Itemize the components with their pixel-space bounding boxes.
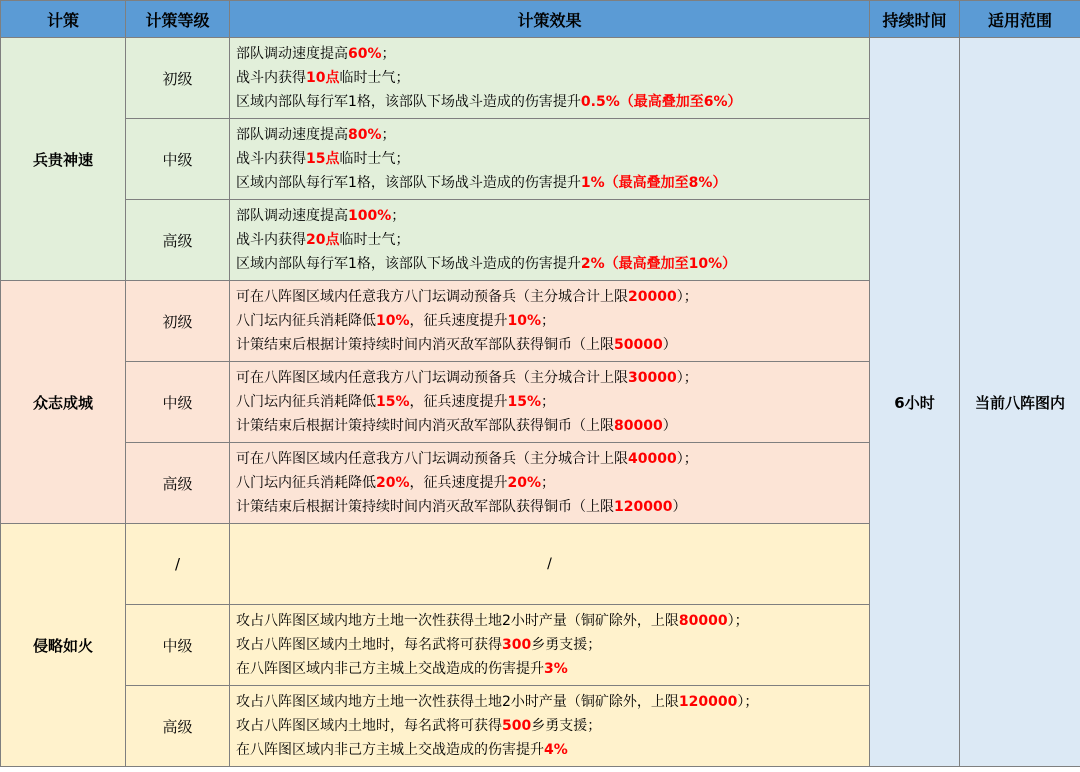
effect-text: / [547,556,552,572]
highlight-value: 500 [502,718,532,734]
effect-text: 临时士气； [339,151,410,167]
effect-text: 可在八阵图区域内任意我方八门坛调动预备兵（主分城合计上限 [236,289,628,305]
effect-text: ）； [676,451,698,467]
effect-text: 八门坛内征兵消耗降低 [236,394,376,410]
highlight-value: 80000 [678,613,728,629]
highlight-value: 1%（最高叠加至8%） [580,175,727,191]
effect-text: ）； [727,613,749,629]
effect-text: 可在八阵图区域内任意我方八门坛调动预备兵（主分城合计上限 [236,370,628,386]
effect-line [236,171,869,195]
effect-line [236,657,869,681]
effect-text: ； [541,475,556,491]
effect-text: ） [662,337,677,353]
effect-line [236,252,869,276]
effect-line [236,390,869,414]
effect-text: ； [381,127,396,143]
strategy-name: 兵贵神速 [1,38,126,281]
effect-line [236,414,869,438]
header-strategy: 计策 [1,1,126,38]
strategy-level: 中级 [126,119,230,200]
effect-text: ； [381,46,396,62]
header-duration: 持续时间 [870,1,960,38]
strategy-level: 高级 [126,686,230,767]
effect-text: ） [662,418,677,434]
effect-line [236,147,869,171]
effect-text: 攻占八阵图区域内土地时，每名武将可获得 [236,718,502,734]
effect-text: 部队调动速度提高 [236,46,348,62]
effect-line [236,123,869,147]
table-body [1,38,1080,767]
strategy-effect [230,686,870,767]
strategy-level: 中级 [126,605,230,686]
highlight-value: 300 [502,637,532,653]
strategy-level: / [126,524,230,605]
header-level: 计策等级 [126,1,230,38]
effect-text: 攻占八阵图区域内地方土地一次性获得土地2小时产量（铜矿除外，上限 [236,613,679,629]
highlight-value: 10% [507,313,542,329]
highlight-value: 10% [376,313,410,329]
effect-line [236,738,869,762]
effect-text: 可在八阵图区域内任意我方八门坛调动预备兵（主分城合计上限 [236,451,628,467]
effect-text: 区域内部队每行军1格，该部队下场战斗造成的伤害提升 [236,94,581,110]
highlight-value: 0.5%（最高叠加至6%） [580,94,742,110]
effect-line [236,333,869,357]
effect-text: ； [541,313,556,329]
highlight-value: 60% [348,46,382,62]
strategy-effect [230,200,870,281]
highlight-value: 10点 [306,70,340,86]
effect-text: ，征兵速度提升 [409,394,508,410]
effect-text: 战斗内获得 [236,70,306,86]
effect-text: ）； [676,289,698,305]
effect-text: 攻占八阵图区域内土地时，每名武将可获得 [236,637,502,653]
effect-text: 攻占八阵图区域内地方土地一次性获得土地2小时产量（铜矿除外，上限 [236,694,679,710]
effect-text: 计策结束后根据计策持续时间内消灭敌军部队获得铜币（上限 [236,418,614,434]
effect-line [236,633,869,657]
highlight-value: 120000 [678,694,738,710]
strategy-name: 侵略如火 [1,524,126,767]
highlight-value: 20000 [628,289,677,305]
effect-line [236,690,869,714]
effect-text: ； [541,394,556,410]
effect-text: 八门坛内征兵消耗降低 [236,475,376,491]
effect-line [236,714,869,738]
highlight-value: 2%（最高叠加至10%） [580,256,737,272]
strategy-name: 众志成城 [1,281,126,524]
strategy-effect [230,524,870,605]
effect-text: 在八阵图区域内非己方主城上交战造成的伤害提升 [236,742,544,758]
effect-line [236,366,869,390]
scope-cell: 当前八阵图内 [960,38,1080,767]
effect-text: 部队调动速度提高 [236,208,348,224]
effect-line [236,66,869,90]
strategy-effect [230,281,870,362]
strategy-effect [230,605,870,686]
effect-text: ，征兵速度提升 [409,313,508,329]
strategy-effect [230,119,870,200]
effect-text: 计策结束后根据计策持续时间内消灭敌军部队获得铜币（上限 [236,499,614,515]
effect-text: 部队调动速度提高 [236,127,348,143]
effect-line [236,204,869,228]
highlight-value: 80% [348,127,382,143]
strategy-level: 高级 [126,200,230,281]
strategy-level: 初级 [126,281,230,362]
effect-text: 乡勇支援； [531,718,602,734]
effect-text: 乡勇支援； [531,637,602,653]
highlight-value: 50000 [614,337,663,353]
highlight-value: 40000 [628,451,677,467]
effect-line [236,471,869,495]
effect-text: 八门坛内征兵消耗降低 [236,313,376,329]
effect-text: ） [672,499,687,515]
strategy-effect [230,443,870,524]
highlight-value: 15% [507,394,542,410]
highlight-value: 20点 [306,232,340,248]
duration-cell: 6小时 [870,38,960,767]
highlight-value: 15% [376,394,410,410]
highlight-value: 20% [376,475,410,491]
effect-text: 区域内部队每行军1格，该部队下场战斗造成的伤害提升 [236,175,581,191]
effect-text: 战斗内获得 [236,232,306,248]
effect-line [236,42,869,66]
effect-line [236,609,869,633]
effect-text: 临时士气； [339,70,410,86]
strategy-level: 中级 [126,362,230,443]
effect-line [236,228,869,252]
strategy-level: 初级 [126,38,230,119]
effect-line [230,552,869,576]
effect-text: ）； [737,694,759,710]
effect-text: ）； [676,370,698,386]
effect-text: 在八阵图区域内非己方主城上交战造成的伤害提升 [236,661,544,677]
effect-text: ，征兵速度提升 [409,475,508,491]
header-scope: 适用范围 [960,1,1080,38]
effect-text: 计策结束后根据计策持续时间内消灭敌军部队获得铜币（上限 [236,337,614,353]
strategy-effect [230,362,870,443]
header-effect: 计策效果 [230,1,870,38]
strategy-level: 高级 [126,443,230,524]
effect-text: 区域内部队每行军1格，该部队下场战斗造成的伤害提升 [236,256,581,272]
highlight-value: 120000 [614,499,673,515]
header-row [1,1,1080,38]
effect-line [236,309,869,333]
highlight-value: 80000 [614,418,663,434]
effect-text: ； [391,208,406,224]
effect-line [236,495,869,519]
highlight-value: 3% [544,661,568,677]
highlight-value: 15点 [306,151,340,167]
effect-text: 战斗内获得 [236,151,306,167]
effect-line [236,447,869,471]
effect-line [236,90,869,114]
strategy-effect [230,38,870,119]
highlight-value: 20% [507,475,542,491]
table-row [1,38,1080,119]
highlight-value: 30000 [628,370,677,386]
highlight-value: 100% [348,208,392,224]
effect-line [236,285,869,309]
effect-text: 临时士气； [339,232,410,248]
highlight-value: 4% [544,742,568,758]
